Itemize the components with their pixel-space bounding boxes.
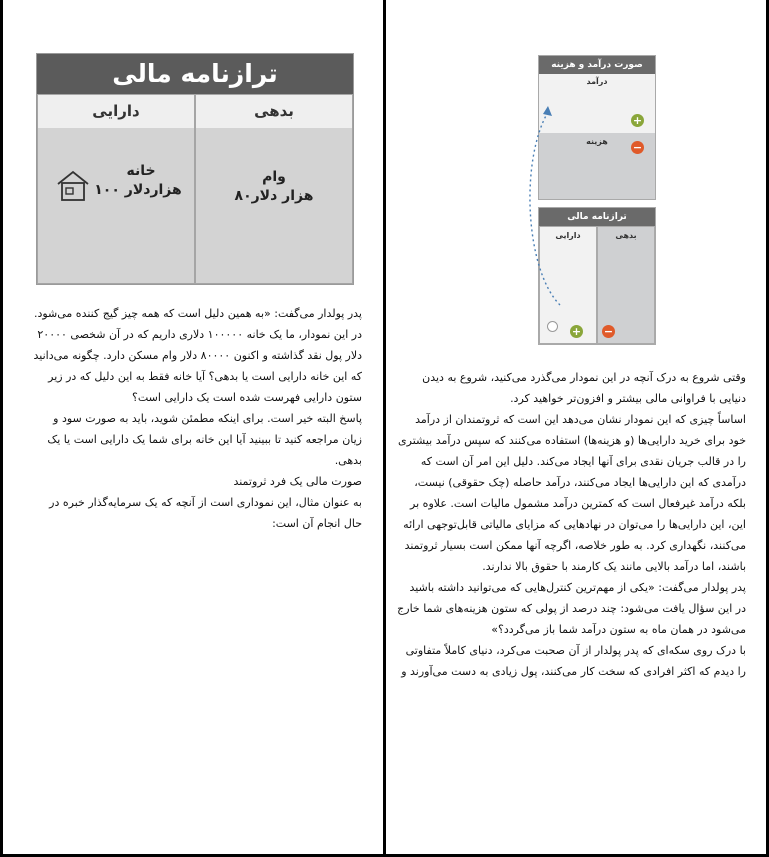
section-heading: صورت مالی یک فرد ثروتمند — [233, 475, 362, 488]
paragraph: پاسخ البته خیر است. برای اینکه مطمئن شوید، باید به صورت سود و زیان مراجعه کنید تا ببینید آیا این خانه برای شما یک دارایی است یا یک بدهی. — [47, 412, 362, 467]
income-statement-title: صورت درآمد و هزینه — [539, 56, 655, 74]
small-assets-label: دارایی — [555, 231, 581, 240]
left-page-text — [30, 303, 362, 534]
minus-icon: − — [632, 141, 643, 154]
paragraph: وقتی شروع به درک آنچه در این نمودار می‌گذرد می‌کنید، شروع به دیدن دنیایی با فراوانی مالی بیشتر و افزون‌تر خواهید کرد. — [422, 371, 746, 405]
paragraph: پدر پولدار می‌گفت: «یکی از مهم‌ترین کنترل‌هایی که می‌توانید داشته باشید در این سؤال یافت می‌شود: چند درصد از پولی که ستون هزینه‌های شما خارج می‌شود در همان ماه به ستون درآمد شما باز می‌گردد؟» — [397, 581, 746, 636]
income-label: درآمد — [586, 77, 608, 86]
balance-sheet-columns — [37, 94, 353, 284]
asset-label-value: ۱۰۰ هزاردلار — [94, 182, 182, 198]
liability-label-loan: وام — [262, 169, 286, 185]
flow-endpoint — [547, 321, 558, 332]
assets-header: دارایی — [38, 95, 194, 128]
balance-sheet-figure — [36, 53, 354, 285]
expense-label: هزینه — [586, 137, 608, 146]
paragraph: با درک روی سکه‌ای که پدر پولدار از آن صحبت می‌کرد، دنیای کاملاً متفاوتی را دیدم که اکثر افرادی که سخت کار می‌کنند، پول زیادی به دست می‌آورند و — [401, 644, 746, 678]
asset-label-house: خانه — [126, 163, 156, 179]
paragraph: به عنوان مثال، این نموداری است از آنچه که یک سرمایه‌گذار خبره در حال انجام آن است: — [49, 496, 362, 530]
small-liabilities-column — [597, 226, 655, 344]
small-balance-title: ترازنامه مالی — [539, 208, 655, 226]
liability-label-value: ۸۰هزار دلار — [234, 188, 314, 204]
cashflow-arrow-icon — [520, 100, 580, 310]
plus-icon: + — [632, 114, 643, 127]
plus-icon: + — [571, 325, 582, 338]
assets-column — [37, 94, 195, 284]
small-liabilities-label: بدهی — [615, 231, 637, 240]
paragraph: پدر پولدار می‌گفت: «به همین دلیل است که همه چیز گیج کننده می‌شود. در این نمودار، ما یک خانه ۱۰۰۰۰۰ دلاری داریم که در آن شخصی ۲۰۰۰۰ دلار پول نقد گذاشته و اکنون ۸۰۰۰۰ دلار وام مسکن دارد. چگونه می‌دانید که این خانه دارایی است یا بدهی؟ آیا خانه فقط به این دلیل که در زیر ستون دارایی فهرست شده است یک دارایی است؟ — [33, 307, 362, 404]
page-spine-divider — [383, 0, 386, 857]
right-page-text — [396, 367, 746, 682]
paragraph: اساساً چیزی که این نمودار نشان می‌دهد این است که ثروتمندان از درآمد خود برای خرید دارایی‌ها (و هزینه‌ها) استفاده می‌کنند که سپس درآمد بیشتری را در قالب جریان نقدی برای آنها ایجاد می‌کند. دلیل این امر آن است که درآمدی که این دارایی‌ها ایجاد می‌کنند، درآمد حاصله (چک حقوقی) نیست، بلکه درآمد غیرفعال است که کمترین درآمد مشمول مالیات است. علاوه بر این، این دارایی‌ها را می‌توان در نهادهایی که مزایای مالیاتی قابل‌توجهی ارائه می‌کنند، نگهداری کرد. به طور خلاصه، اگرچه آنها ممکن است بسیار ثروتمند باشند، اما درآمد بالایی مانند یک کارمند با حقوق بالا ندارند. — [398, 413, 746, 573]
page-border-left — [0, 0, 3, 857]
liabilities-column — [195, 94, 353, 284]
minus-icon: − — [603, 325, 614, 338]
balance-sheet-title: ترازنامه مالی — [37, 54, 353, 94]
liabilities-header: بدهی — [196, 95, 352, 128]
